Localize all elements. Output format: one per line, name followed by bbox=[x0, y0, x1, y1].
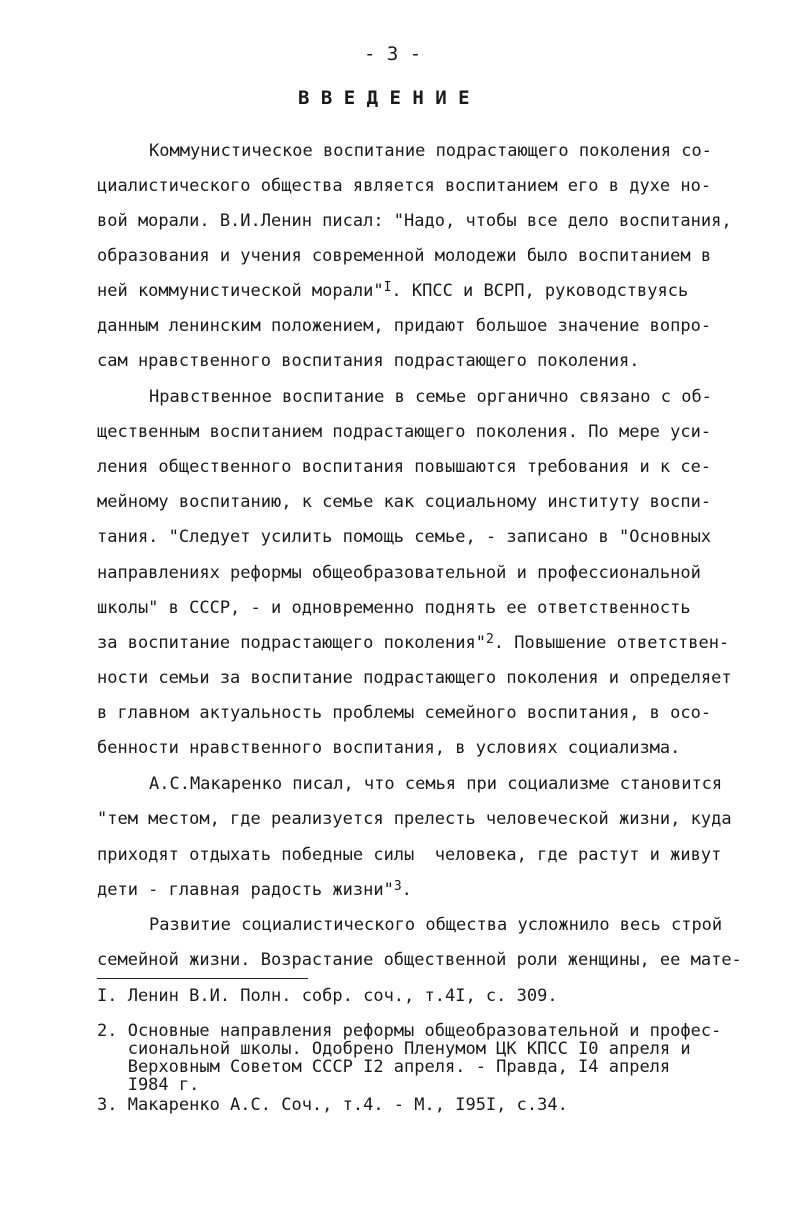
text-line: ности семьи за воспитание подрастающего поколения и определяет bbox=[97, 668, 732, 688]
text-segment: . Повышение ответствен- bbox=[493, 633, 730, 653]
text-segment: за воспитание подрастающего поколения" bbox=[97, 633, 486, 653]
text-line: щественным воспитанием подрастающего поколения. По мере уси- bbox=[97, 422, 712, 442]
text-line: в главном актуальность проблемы семейного воспитания, в осо- bbox=[97, 703, 712, 723]
page-title: В В Е Д Е Н И Е bbox=[298, 87, 470, 109]
text-segment: . КПСС и ВСРП, руководствуясь bbox=[391, 281, 689, 301]
text-line bbox=[97, 281, 688, 301]
footnote: 2. Основные направления реформы общеобразовательной и профес- bbox=[97, 1021, 722, 1041]
text-line: семейной жизни. Возрастание общественной роли женщины, ее мате- bbox=[97, 950, 742, 970]
text-line: сам нравственного воспитания подрастающего поколения. bbox=[97, 351, 640, 371]
text-line: Развитие социалистического общества усложнило весь строй bbox=[149, 915, 723, 935]
text-line bbox=[97, 880, 412, 900]
text-line: ления общественного воспитания повышаются требования и к се- bbox=[97, 457, 712, 477]
text-segment: дети - главная радость жизни" bbox=[97, 880, 394, 900]
footnote-ref: 2 bbox=[485, 632, 494, 647]
text-line: школы" в СССР, - и одновременно поднять ее ответственность bbox=[97, 598, 691, 618]
footnote-ref: 3 bbox=[393, 879, 402, 894]
text-line bbox=[97, 633, 729, 653]
text-line: Коммунистическое воспитание подрастающего поколения со- bbox=[149, 141, 712, 161]
text-line: "тем местом, где реализуется прелесть человеческой жизни, куда bbox=[97, 809, 732, 829]
text-line: приходят отдыхать победные силы человека, где растут и живут bbox=[97, 845, 722, 865]
text-line: Нравственное воспитание в семье органично связано с об- bbox=[149, 387, 712, 407]
text-line: направлениях реформы общеобразовательной и профессиональной bbox=[97, 563, 701, 583]
text-line: циалистического общества является воспитанием его в духе но- bbox=[97, 176, 712, 196]
footnote: I984 г. bbox=[97, 1075, 200, 1095]
text-line: тания. "Следует усилить помощь семье, - записано в "Основных bbox=[97, 527, 712, 547]
footnote: сиональной школы. Одобрено Пленумом ЦК КПСС I0 апреля и bbox=[97, 1039, 691, 1059]
text-segment: ней коммунистической морали" bbox=[97, 281, 384, 301]
text-line: бенности нравственного воспитания, в условиях социализма. bbox=[97, 738, 681, 758]
footnote: I. Ленин В.И. Полн. собр. соч., т.4I, с. 309. bbox=[97, 986, 558, 1006]
footnote: 3. Макаренко А.С. Соч., т.4. - М., I95I, с.34. bbox=[97, 1095, 568, 1115]
text-line: образования и учения современной молодежи было воспитанием в bbox=[97, 246, 712, 266]
footnote-divider bbox=[97, 978, 308, 979]
text-line: вой морали. В.И.Ленин писал: "Надо, чтобы все дело воспитания, bbox=[97, 211, 732, 231]
text-line: данным ленинским положением, придают большое значение вопро- bbox=[97, 316, 712, 336]
text-line: мейному воспитанию, к семье как социальному институту воспи- bbox=[97, 492, 712, 512]
text-segment: . bbox=[401, 880, 412, 900]
footnote-ref: I bbox=[383, 280, 392, 295]
text-line: А.С.Макаренко писал, что семья при социализме становится bbox=[149, 774, 723, 794]
footnote: Верховным Советом СССР I2 апреля. - Правда, I4 апреля bbox=[97, 1057, 671, 1077]
page-number: - 3 - bbox=[364, 43, 422, 65]
